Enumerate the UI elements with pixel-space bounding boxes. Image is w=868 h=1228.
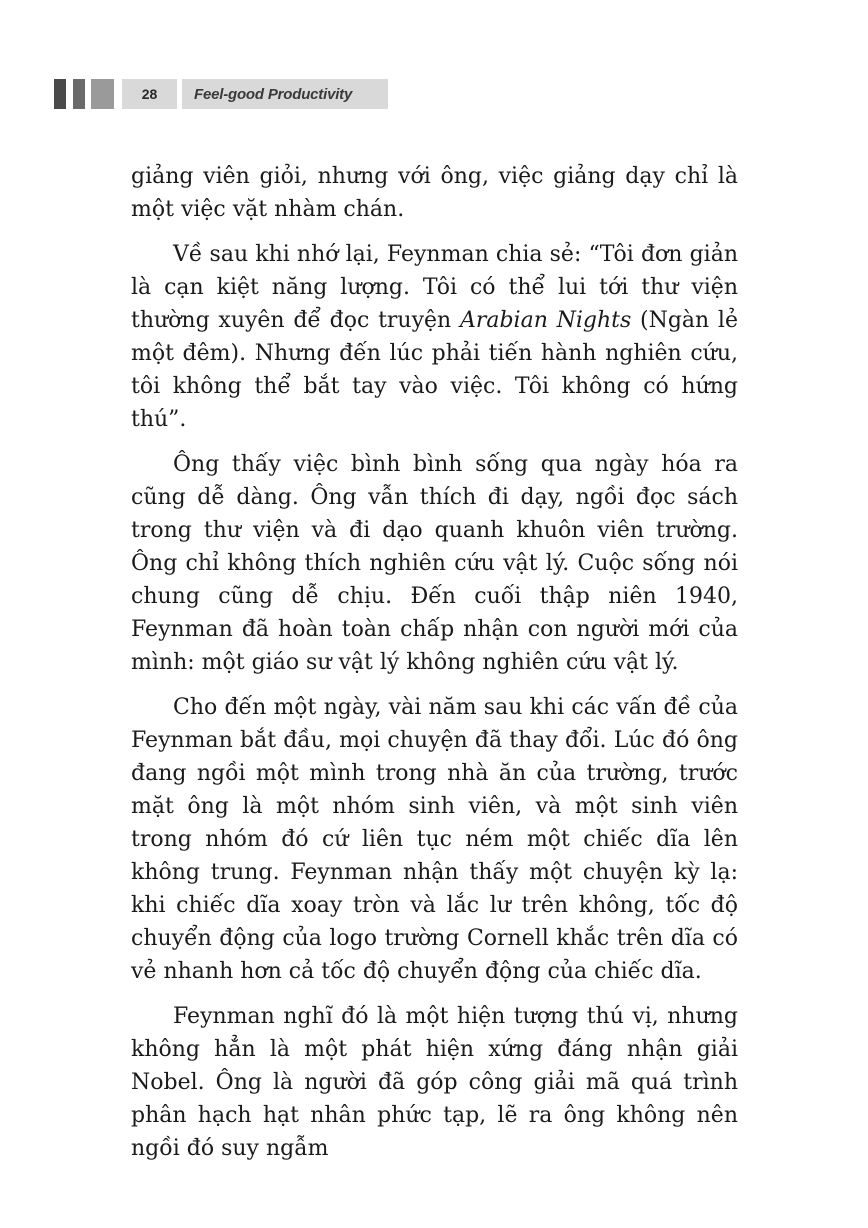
- paragraph-4: Cho đến một ngày, vài năm sau khi các vấn đề của Feynman bắt đầu, mọi chuyện đã thay đổi. Lúc đó ông đang ngồi một mình trong nhà ăn của trường, trước mặt ông là một nhóm sinh viên, và một sinh viên trong nhóm đó cứ liên tục ném một chiếc dĩa lên không trung. Feynman nhận thấy một chuyện kỳ lạ: khi chiếc dĩa xoay tròn và lắc lư trên không, tốc độ chuyển động của logo trường Cornell khắc trên dĩa có vẻ nhanh hơn cả tốc độ chuyển động của chiếc dĩa.: [131, 695, 738, 984]
- running-header: [54, 79, 388, 109]
- paragraph-1: giảng viên giỏi, nhưng với ông, việc giảng dạy chỉ là một việc vặt nhàm chán.: [131, 164, 738, 222]
- paragraph-2-text-a: Về sau khi nhớ lại, Feynman chia sẻ: “Tôi đơn giản là cạn kiệt năng lượng. Tôi có thể lui tới thư viện thường xuyên để đọc truyện: [131, 242, 738, 333]
- header-decor-bar: [54, 79, 66, 109]
- header-decor-bar: [73, 79, 85, 109]
- page-body: [131, 160, 738, 1177]
- paragraph-2: [131, 238, 738, 436]
- paragraph-3: Ông thấy việc bình bình sống qua ngày hóa ra cũng dễ dàng. Ông vẫn thích đi dạy, ngồi đọc sách trong thư viện và đi dạo quanh khuôn viên trường. Ông chỉ không thích nghiên cứu vật lý. Cuộc sống nói chung cũng dễ chịu. Đến cuối thập niên 1940, Feynman đã hoàn toàn chấp nhận con người mới của mình: một giáo sư vật lý không nghiên cứu vật lý.: [131, 452, 738, 675]
- paragraph-2-text-b: (Ngàn lẻ một đêm). Nhưng đến lúc phải tiến hành nghiên cứu, tôi không thể bắt tay vào việc. Tôi không có hứng thú”.: [131, 308, 738, 432]
- paragraph-5: Feynman nghĩ đó là một hiện tượng thú vị, nhưng không hẳn là một phát hiện xứng đáng nhận giải Nobel. Ông là người đã góp công giải mã quá trình phân hạch hạt nhân phức tạp, lẽ ra ông không nên ngồi đó suy ngẫm: [131, 1004, 738, 1161]
- page-number: 28: [122, 79, 177, 109]
- paragraph-2-italic-title: Arabian Nights: [459, 308, 632, 333]
- header-decor-bar: [91, 79, 114, 109]
- book-title: Feel-good Productivity: [182, 79, 388, 109]
